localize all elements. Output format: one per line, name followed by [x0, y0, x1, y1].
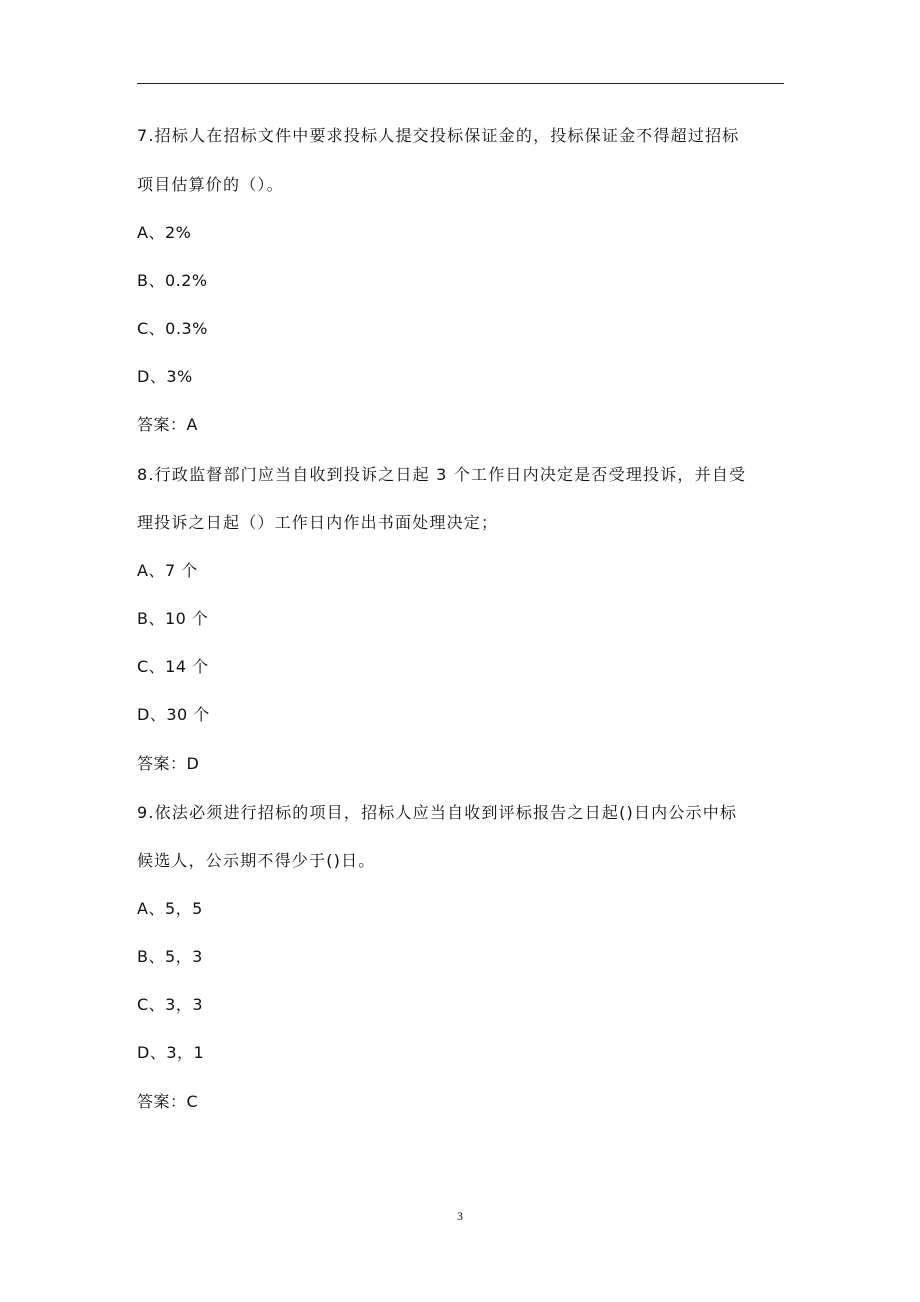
header-rule: [137, 83, 784, 84]
question-7-option-d: D、3%: [137, 367, 193, 386]
question-7-option-c: C、0.3%: [137, 319, 208, 338]
question-7-option-b: B、0.2%: [137, 271, 208, 290]
question-7-stem-line2: 项目估算价的（）。: [137, 175, 284, 194]
question-7-option-a: A、2%: [137, 223, 192, 242]
question-8-option-c: C、14 个: [137, 657, 209, 676]
question-8-stem-line1: 8.行政监督部门应当自收到投诉之日起 3 个工作日内决定是否受理投诉，并自受: [137, 465, 747, 484]
question-9-option-d: D、3，1: [137, 1043, 205, 1062]
page-number: 3: [457, 1209, 463, 1223]
question-9-stem-line1: 9.依法必须进行招标的项目，招标人应当自收到评标报告之日起()日内公示中标: [137, 803, 738, 822]
question-8-option-b: B、10 个: [137, 609, 209, 628]
question-8-stem-line2: 理投诉之日起（）工作日内作出书面处理决定；: [137, 513, 499, 532]
question-9-answer: 答案：C: [137, 1092, 199, 1111]
question-8-answer: 答案：D: [137, 754, 200, 773]
question-9-option-b: B、5，3: [137, 947, 203, 966]
question-9-option-a: A、5，5: [137, 899, 203, 918]
question-8-number: 8.: [137, 465, 155, 484]
question-7-number: 7.: [137, 126, 155, 145]
question-7-stem-line1: 7.招标人在招标文件中要求投标人提交投标保证金的，投标保证金不得超过招标: [137, 126, 740, 145]
question-9-option-c: C、3，3: [137, 995, 204, 1014]
question-8-option-d: D、30 个: [137, 705, 210, 724]
question-9-number: 9.: [137, 803, 155, 822]
question-9-stem-line2: 候选人，公示期不得少于()日。: [137, 851, 376, 870]
question-7-answer: 答案：A: [137, 415, 198, 434]
question-8-option-a: A、7 个: [137, 561, 198, 580]
